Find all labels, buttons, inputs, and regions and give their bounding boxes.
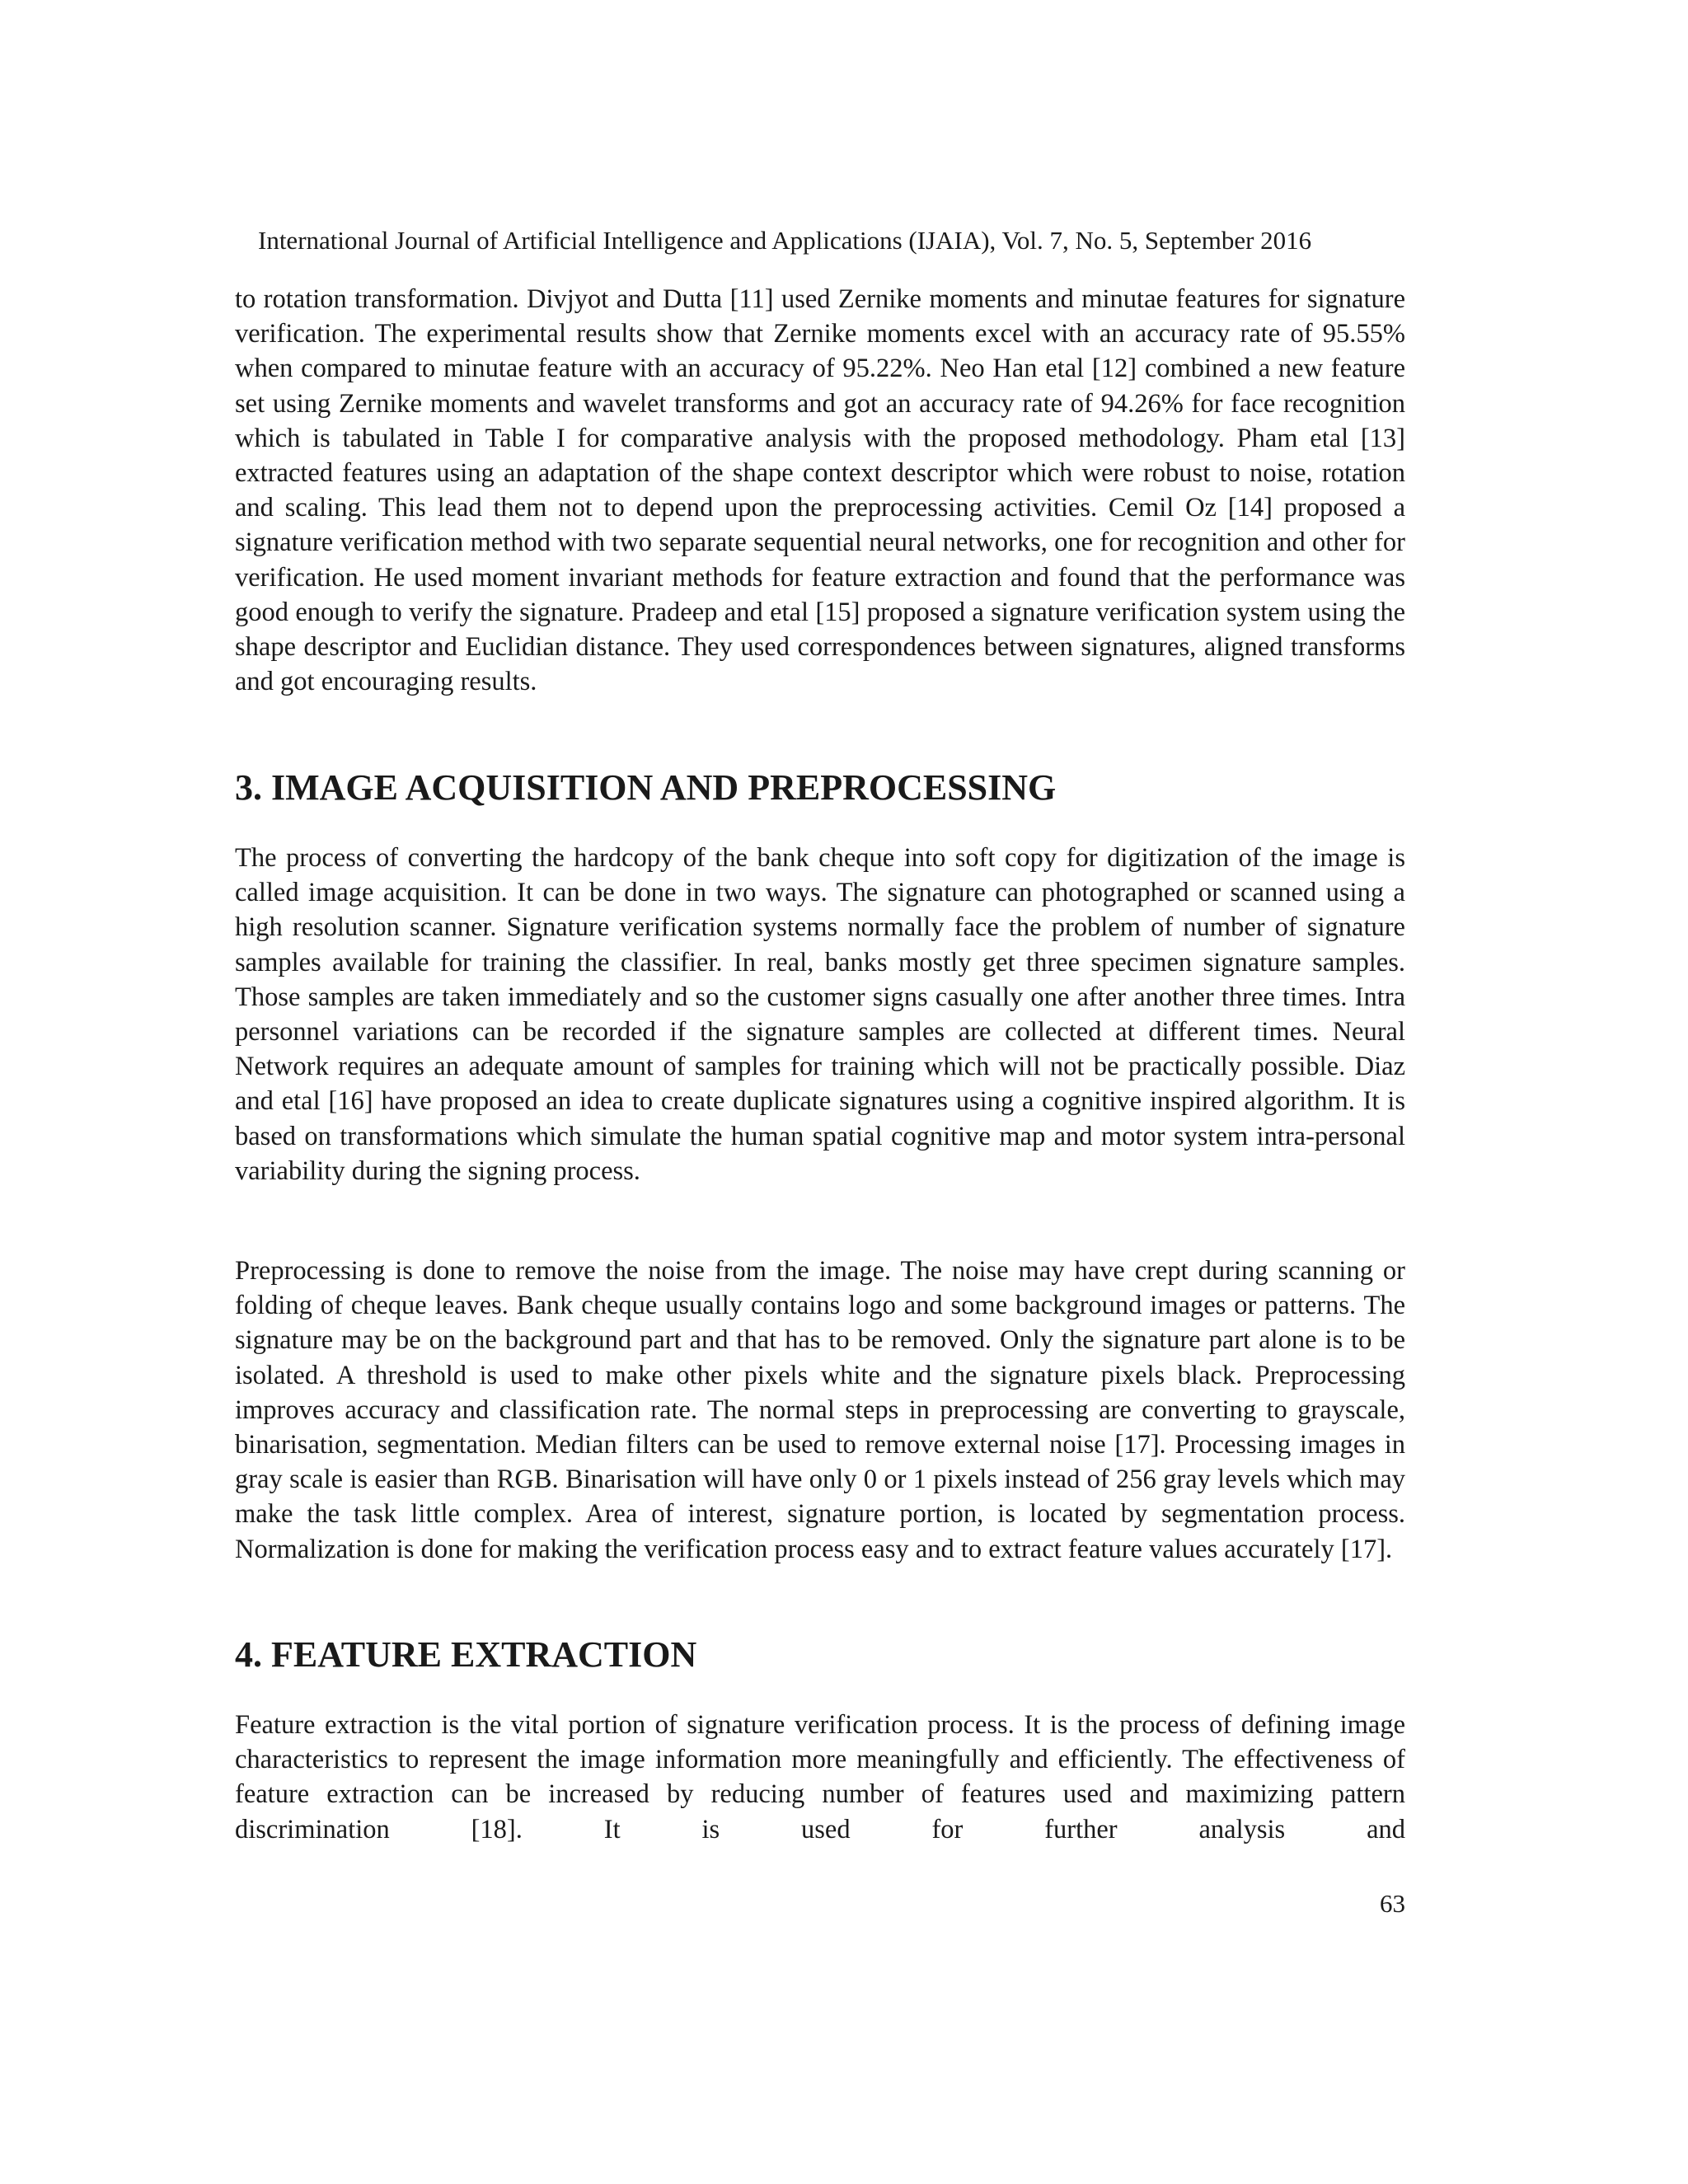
intro-paragraph: to rotation transformation. Divjyot and Dutta [11] used Zernike moments and minutae features for signature verification. The experimental results show that Zernike moments excel with an accuracy rate of 95.55% when compared to minutae feature with an accuracy of 95.22%. Neo Han etal [12] combined a new feature set using Zernike moments and wavelet transforms and got an accuracy rate of 94.26% for face recognition which is tabulated in Table I for comparative analysis with the proposed methodology. Pham etal [13] extracted features using an adaptation of the shape context descriptor which were robust to noise, rotation and scaling. This lead them not to depend upon the preprocessing activities. Cemil Oz [14] proposed a signature verification method with two separate sequential neural networks, one for recognition and other for verification. He used moment invariant methods for feature extraction and found that the performance was good enough to verify the signature. Pradeep and etal [15] proposed a signature verification system using the shape descriptor and Euclidian distance. They used correspondences between signatures, aligned transforms and got encouraging results. <box>235 284 1405 697</box>
running-header: International Journal of Artificial Intelligence and Applications (IJAIA), Vol. 7, No. 5, September 2016 <box>258 226 1312 255</box>
section-3-heading: 3. IMAGE ACQUISITION AND PREPROCESSING <box>235 767 1057 808</box>
section-3-paragraph-2: Preprocessing is done to remove the noise from the image. The noise may have crept during scanning or folding of cheque leaves. Bank cheque usually contains logo and some background images or patterns. The signature may be on the background part and that has to be removed. Only the signature part alone is to be isolated. A threshold is used to make other pixels white and the signature pixels black. Preprocessing improves accuracy and classification rate. The normal steps in preprocessing are converting to grayscale, binarisation, segmentation. Median filters can be used to remove external noise [17]. Processing images in gray scale is easier than RGB. Binarisation will have only 0 or 1 pixels instead of 256 gray levels which may make the task little complex. Area of interest, signature portion, is located by segmentation process. Normalization is done for making the verification process easy and to extract feature values accurately [17]. <box>235 1256 1405 1564</box>
section-3-paragraph-1: The process of converting the hardcopy of the bank cheque into soft copy for digitization of the image is called image acquisition. It can be done in two ways. The signature can photographed or scanned using a high resolution scanner. Signature verification systems normally face the problem of number of signature samples available for training the classifier. In real, banks mostly get three specimen signature samples. Those samples are taken immediately and so the customer signs casually one after another three times. Intra personnel variations can be recorded if the signature samples are collected at different times. Neural Network requires an adequate amount of samples for training which will not be practically possible. Diaz and etal [16] have proposed an idea to create duplicate signatures using a cognitive inspired algorithm. It is based on transformations which simulate the human spatial cognitive map and motor system intra-personal variability during the signing process. <box>235 843 1405 1186</box>
section-4-heading: 4. FEATURE EXTRACTION <box>235 1634 697 1675</box>
section-4-paragraph-1: Feature extraction is the vital portion of signature verification process. It is the process of defining image characteristics to represent the image information more meaningfully and efficiently. The effectiveness of feature extraction can be increased by reducing number of features used and maximizing pattern discrimination [18]. It is used for further analysis and <box>235 1710 1405 1844</box>
page-number: 63 <box>1380 1889 1405 1918</box>
